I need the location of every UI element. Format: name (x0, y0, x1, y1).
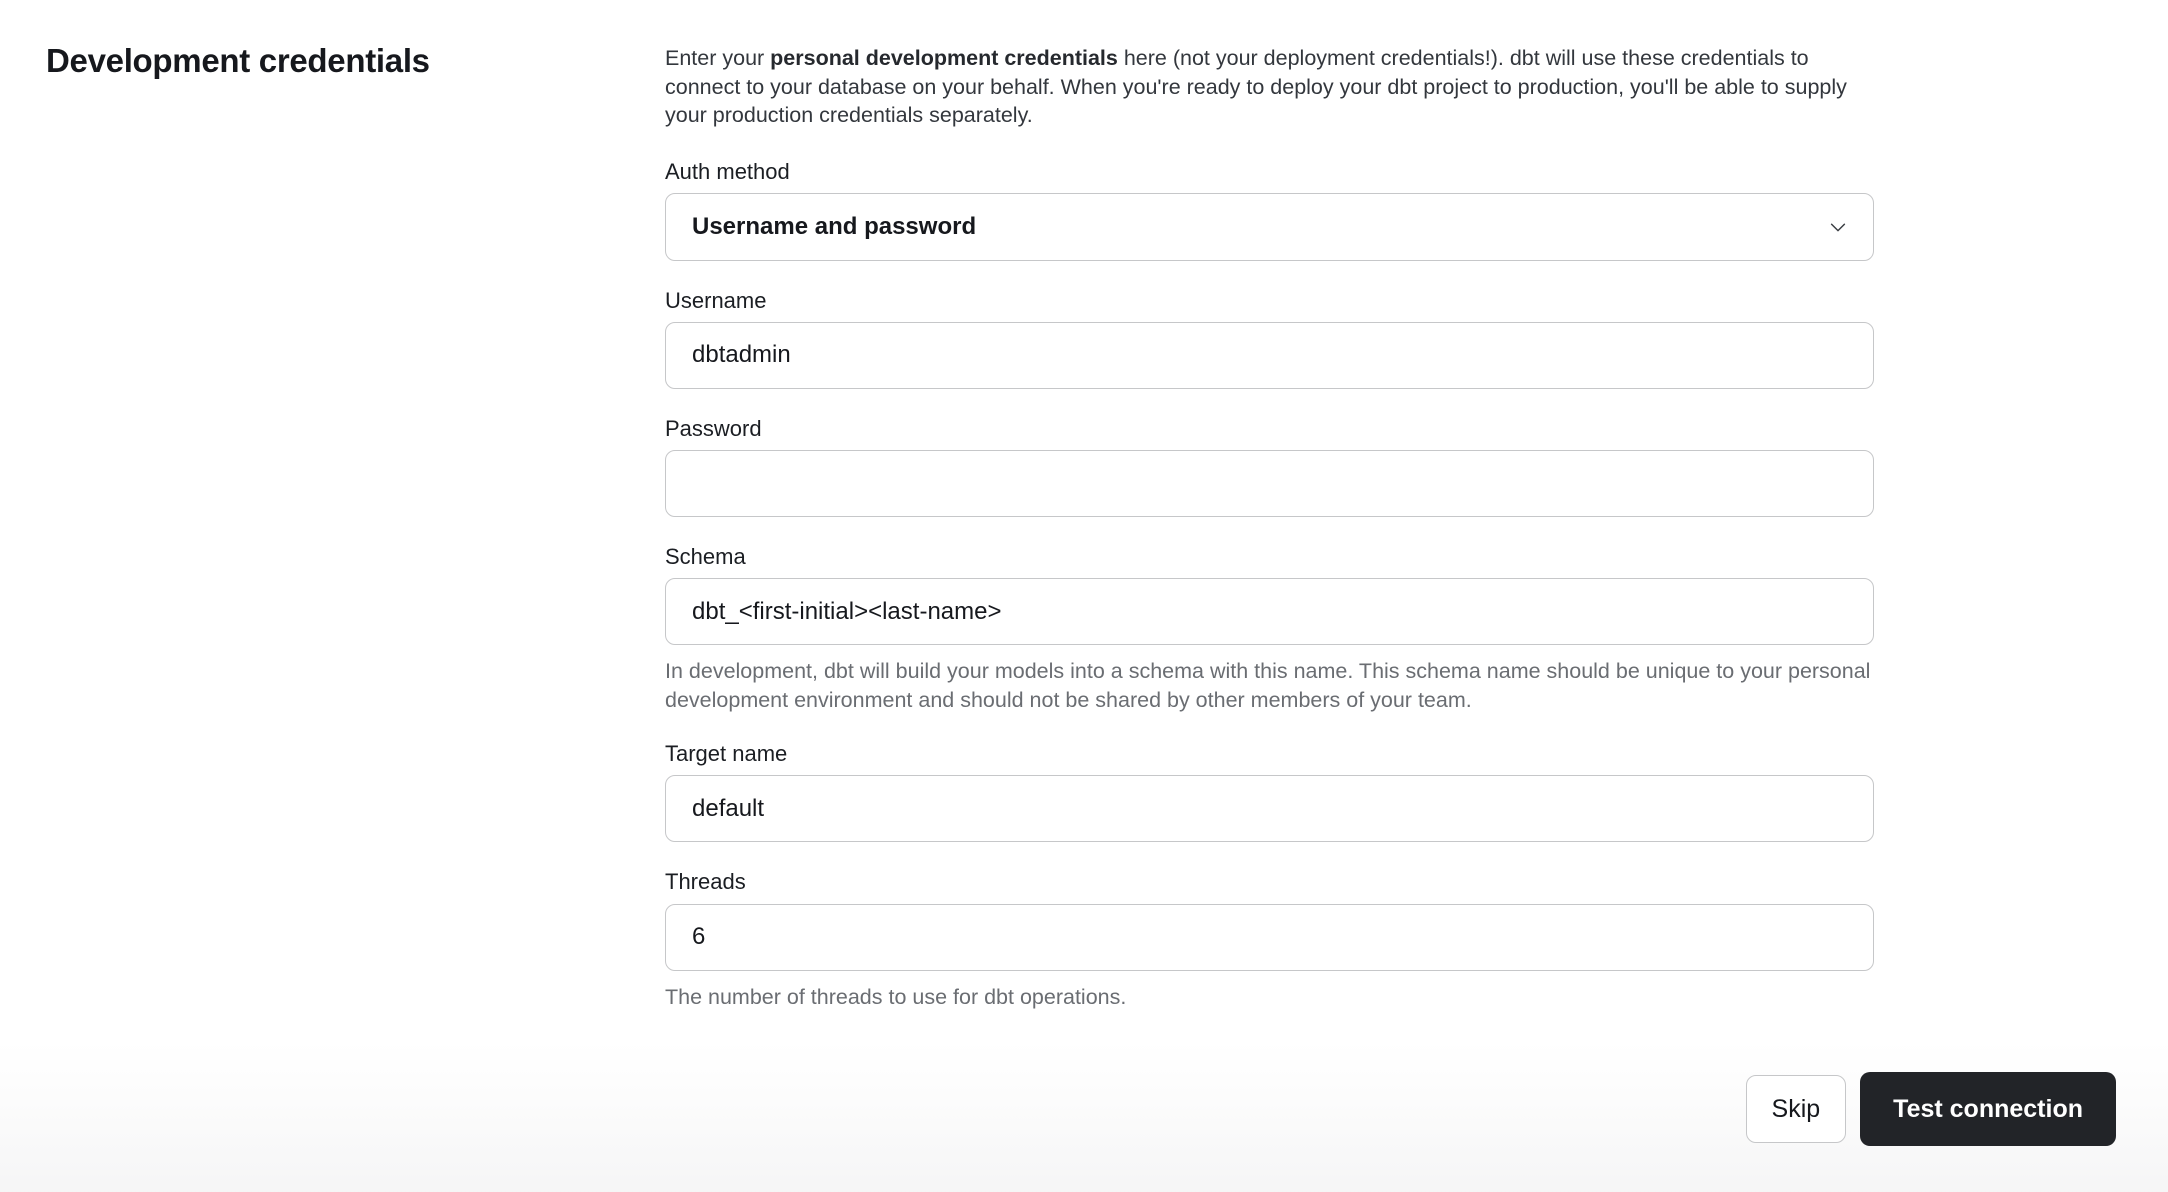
username-field-group (665, 289, 1874, 389)
footer-action-bar (0, 1040, 2168, 1192)
schema-label: Schema (665, 544, 746, 570)
target-name-field-group (665, 742, 1874, 842)
schema-help-text: In development, dbt will build your models into a schema with this name. This schema name should be unique to your personal development environment and should not be shared by other members of your team. (665, 659, 1871, 712)
password-input[interactable] (665, 450, 1874, 517)
footer-buttons (1746, 1072, 2116, 1146)
intro-text-bold: personal development credentials (770, 46, 1118, 70)
target-name-input[interactable] (665, 775, 1874, 842)
password-field-group (665, 417, 1874, 517)
threads-field-group (665, 870, 1874, 1011)
auth-method-select[interactable] (665, 193, 1874, 261)
threads-help-text: The number of threads to use for dbt operations. (665, 984, 1127, 1009)
username-input[interactable] (665, 322, 1874, 389)
auth-method-field (665, 160, 1874, 261)
threads-input[interactable] (665, 904, 1874, 971)
credentials-form (665, 42, 1874, 1011)
auth-method-selected-value: Username and password (692, 212, 977, 240)
schema-input[interactable] (665, 578, 1874, 645)
intro-text-after: here (not your deployment credentials!). dbt will use these credentials to connect to your database on your behalf. When you're ready to deploy your dbt project to production, you'll be able to supply your production credentials separately. (665, 46, 1847, 127)
schema-field-group (665, 545, 1874, 714)
page-title: Development credentials (46, 42, 430, 79)
threads-label: Threads (665, 869, 746, 895)
title-column (46, 42, 665, 80)
username-label: Username (665, 287, 767, 313)
auth-method-label: Auth method (665, 158, 790, 184)
intro-text-before: Enter your (665, 46, 771, 70)
test-connection-button[interactable]: Test connection (1860, 1072, 2116, 1146)
password-label: Password (665, 415, 762, 441)
chevron-down-icon (1827, 216, 1849, 238)
target-name-label: Target name (665, 741, 788, 767)
intro-paragraph (665, 44, 1874, 130)
skip-button[interactable]: Skip (1746, 1075, 1847, 1143)
